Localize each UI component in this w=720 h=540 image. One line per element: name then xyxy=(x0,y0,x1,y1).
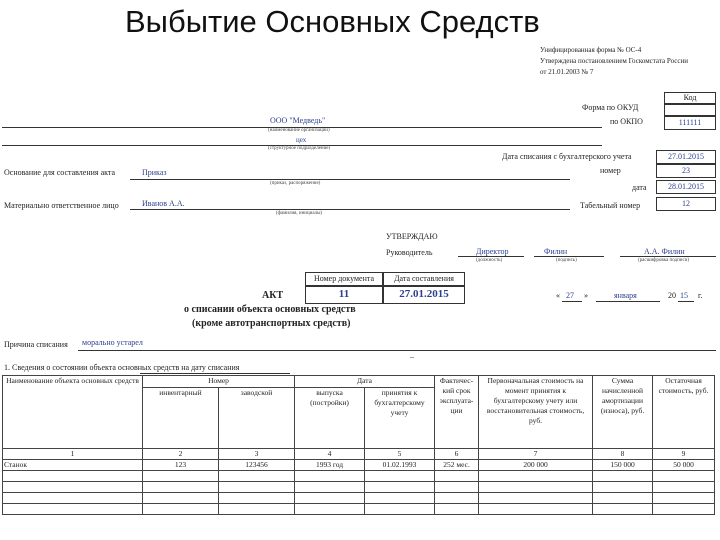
col-num-4: 4 xyxy=(295,449,365,460)
responsible-label: Материально ответственное лицо xyxy=(4,201,119,210)
col-num-6: 6 xyxy=(435,449,479,460)
col-num-5: 5 xyxy=(365,449,435,460)
basis-caption: (приказ, распоряжение) xyxy=(270,181,321,186)
data-label: дата xyxy=(632,183,647,192)
tabel-label: Табельный номер xyxy=(580,201,641,210)
table-row-empty xyxy=(3,504,715,515)
doc-num-header: Номер документа xyxy=(313,274,374,283)
act-day: 27 xyxy=(566,291,574,300)
act-line3: (кроме автотранспортных средств) xyxy=(192,318,351,329)
cell-initial: 200 000 xyxy=(479,460,593,471)
col-depreciation-header: Сумма начисленной амортизации (износа), руб. xyxy=(593,376,653,449)
act-word: АКТ xyxy=(262,290,284,301)
act-year: 15 xyxy=(680,291,688,300)
nomer-value: 23 xyxy=(682,166,690,175)
cell-name: Станок xyxy=(3,460,143,471)
col-name-header: Наименование объекта основных средств xyxy=(3,376,143,449)
cell-factory: 123456 xyxy=(219,460,295,471)
data-value: 28.01.2015 xyxy=(668,182,704,191)
responsible-value: Иванов А.А. xyxy=(142,199,185,208)
tabel-value: 12 xyxy=(682,199,690,208)
act-line2: о списании объекта основных средств xyxy=(184,304,356,315)
approve-decoding: А.А. Филин xyxy=(644,247,685,256)
col-residual-header: Остаточная стоимость, руб. xyxy=(653,376,715,449)
cell-release: 1993 год xyxy=(295,460,365,471)
cap-decoding: (расшифровка подписи) xyxy=(638,258,690,263)
col-num-7: 7 xyxy=(479,449,593,460)
okud-label: Форма по ОКУД xyxy=(582,103,639,112)
code-header: Код xyxy=(683,93,697,102)
act-year-prefix: 20 xyxy=(668,291,676,300)
approve-position: Директор xyxy=(476,247,509,256)
org-dept-caption: (структурное подразделение) xyxy=(268,146,331,151)
responsible-caption: (фамилия, инициалы) xyxy=(276,211,323,216)
act-day-close: » xyxy=(584,291,588,300)
col-accept-header: принятия к бухгалтерскому учету xyxy=(365,388,435,449)
dash-mark: – xyxy=(410,352,414,361)
cap-signature: (подпись) xyxy=(556,258,577,263)
date-writeoff-value: 27.01.2015 xyxy=(668,152,704,161)
date-writeoff-label: Дата списания с бухгалтерского учета xyxy=(502,152,632,161)
col-release-header: выпуска (постройки) xyxy=(295,388,365,449)
doc-date-header: Дата составления xyxy=(394,274,454,283)
cell-term: 252 мес. xyxy=(435,460,479,471)
basis-label: Основание для составления акта xyxy=(4,168,116,177)
col-initial-header: Первоначальная стоимость на момент принятия к бухгалтерскому учету или восстановительная стоимость, руб. xyxy=(479,376,593,449)
col-num-1: 1 xyxy=(3,449,143,460)
assets-table xyxy=(2,375,715,515)
col-date-header: Дата xyxy=(295,376,435,388)
act-day-open: « xyxy=(556,291,560,300)
col-num-2: 2 xyxy=(143,449,219,460)
act-month: января xyxy=(614,291,637,300)
table-row-empty xyxy=(3,471,715,482)
col-factory-header: заводской xyxy=(219,388,295,449)
doc-date-value: 27.01.2015 xyxy=(399,288,449,300)
cell-residual: 50 000 xyxy=(653,460,715,471)
slide-title: Выбытие Основных Средств xyxy=(125,4,540,39)
col-num-8: 8 xyxy=(593,449,653,460)
cap-position: (должность) xyxy=(476,258,503,263)
org-name: ООО "Медведь" xyxy=(270,116,326,125)
doc-num-value: 11 xyxy=(338,288,350,300)
okpo-label: по ОКПО xyxy=(610,117,643,126)
approve-role: Руководитель xyxy=(386,248,433,257)
reason-label: Причина списания xyxy=(4,340,68,349)
form-header-line3: от 21.01.2003 № 7 xyxy=(540,68,594,76)
org-name-caption: (наименование организации) xyxy=(268,128,330,133)
basis-value: Приказ xyxy=(142,168,167,177)
approve-title: УТВЕРЖДАЮ xyxy=(386,232,438,241)
table-row xyxy=(3,460,715,471)
org-dept: цех xyxy=(296,136,307,144)
col-number-header: Номер xyxy=(143,376,295,388)
table-row-empty xyxy=(3,493,715,504)
form-header-line1: Унифицированная форма № ОС-4 xyxy=(540,46,642,54)
cell-depreciation: 150 000 xyxy=(593,460,653,471)
col-num-3: 3 xyxy=(219,449,295,460)
cell-accept: 01.02.1993 xyxy=(365,460,435,471)
col-inventory-header: инвентарный xyxy=(143,388,219,449)
okpo-value: 111111 xyxy=(678,118,702,127)
reason-value: морально устарел xyxy=(82,338,143,347)
section1-title: 1. Сведения о состоянии объекта основных средств на дату списания xyxy=(4,363,240,372)
nomer-label: номер xyxy=(600,166,621,175)
cell-inventory: 123 xyxy=(143,460,219,471)
form-header-line2: Утверждена постановлением Госкомстата России xyxy=(540,57,688,65)
table-row-empty xyxy=(3,482,715,493)
act-year-suffix: г. xyxy=(698,291,703,300)
approve-signature: Филин xyxy=(544,247,568,256)
okud-box xyxy=(664,104,716,116)
col-term-header: Фактичес-кий срок эксплуата-ции xyxy=(435,376,479,449)
col-num-9: 9 xyxy=(653,449,715,460)
